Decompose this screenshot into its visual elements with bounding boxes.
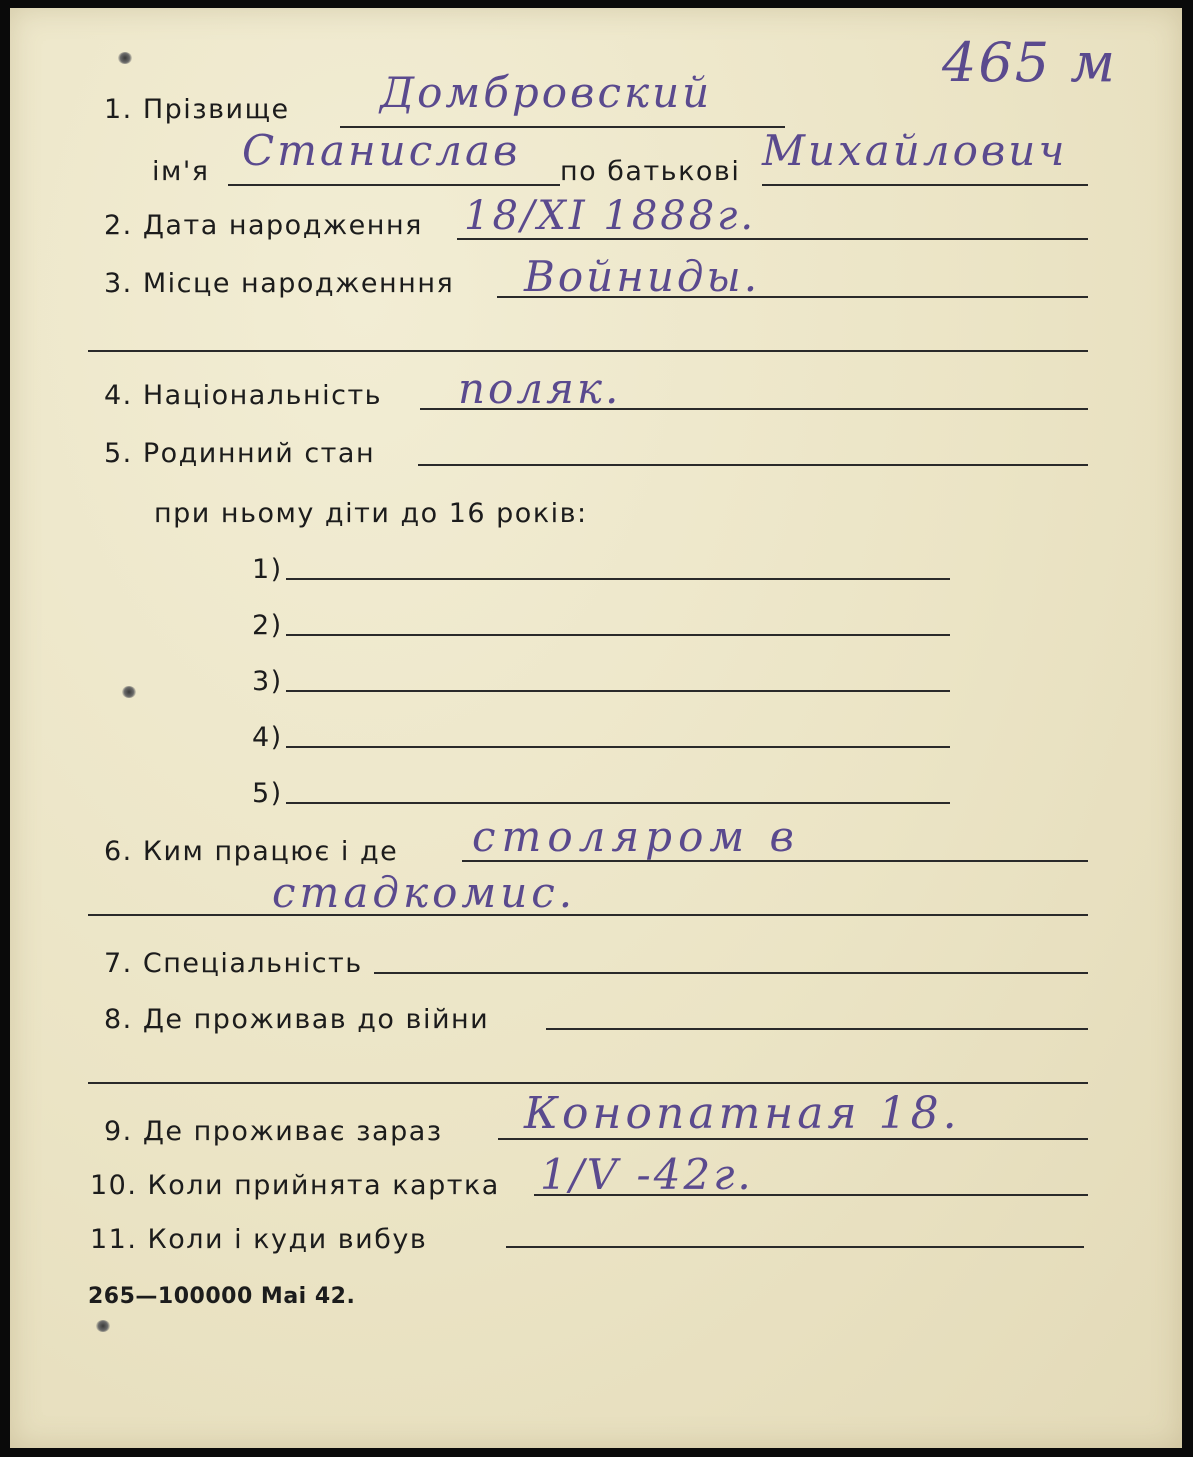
patronymic-line <box>762 184 1088 186</box>
work-value-1: столяром в <box>472 812 800 861</box>
registration-card <box>10 8 1182 1448</box>
current-address-value: Конопатная 18. <box>524 1088 961 1139</box>
child-1-line <box>286 578 950 580</box>
birth-date-value: 18/XI 1888г. <box>464 193 757 239</box>
prewar-residence-extra-line <box>88 1082 1088 1084</box>
departed-line <box>506 1246 1084 1248</box>
birth-date-label: 2. Дата народження <box>104 210 423 241</box>
print-code: 265—100000 Маі 42. <box>88 1284 356 1309</box>
archive-number: 465 м <box>942 31 1118 94</box>
surname-value: Домбровский <box>380 68 713 117</box>
birth-place-value: Войниды. <box>524 252 761 301</box>
child-1-label: 1) <box>252 554 283 585</box>
child-5-label: 5) <box>252 778 283 809</box>
punch-hole-top <box>118 52 132 64</box>
child-2-label: 2) <box>252 610 283 641</box>
children-label: при ньому діти до 16 років: <box>154 498 588 529</box>
name-value: Станислав <box>242 126 521 175</box>
work-value-2: стадкомис. <box>272 868 577 917</box>
patronymic-label: по батькові <box>560 156 741 187</box>
work-label: 6. Ким працює і де <box>104 836 399 867</box>
family-status-label: 5. Родинний стан <box>104 438 376 469</box>
child-4-line <box>286 746 950 748</box>
nationality-value: поляк. <box>458 364 622 413</box>
punch-hole-middle <box>122 686 136 698</box>
family-status-line <box>418 464 1088 466</box>
specialty-line <box>374 972 1088 974</box>
child-3-line <box>286 690 950 692</box>
card-accepted-label: 10. Коли прийнята картка <box>90 1170 500 1201</box>
surname-label: 1. Прізвище <box>104 94 290 125</box>
patronymic-value: Михайлович <box>762 126 1068 175</box>
child-2-line <box>286 634 950 636</box>
name-label: ім'я <box>152 156 210 187</box>
birth-place-extra-line <box>88 350 1088 352</box>
departed-label: 11. Коли і куди вибув <box>90 1224 428 1255</box>
punch-hole-bottom <box>96 1320 110 1332</box>
specialty-label: 7. Спеціальність <box>104 948 363 979</box>
work-extra-line <box>88 914 1088 916</box>
prewar-residence-line <box>546 1028 1088 1030</box>
child-4-label: 4) <box>252 722 283 753</box>
nationality-label: 4. Національність <box>104 380 383 411</box>
birth-place-label: 3. Місце народженння <box>104 268 455 299</box>
child-5-line <box>286 802 950 804</box>
name-line <box>228 184 560 186</box>
card-accepted-value: 1/V -42г. <box>540 1150 754 1199</box>
child-3-label: 3) <box>252 666 283 697</box>
prewar-residence-label: 8. Де проживав до війни <box>104 1004 490 1035</box>
current-address-label: 9. Де проживає зараз <box>104 1116 443 1147</box>
